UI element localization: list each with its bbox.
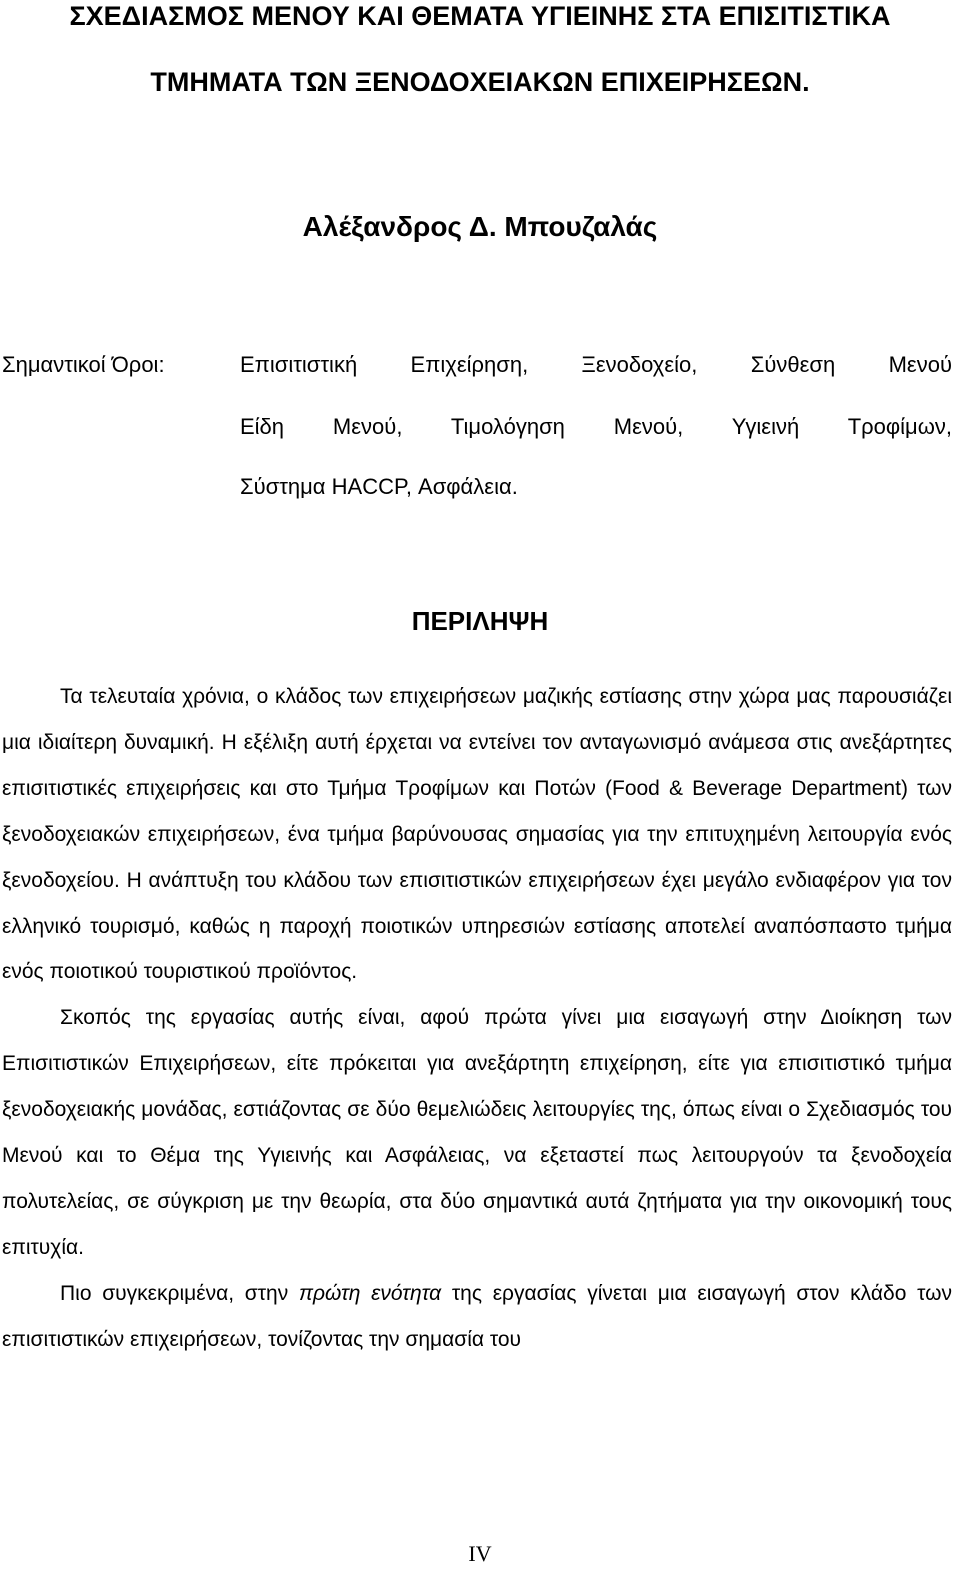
page-number: IV — [468, 1541, 492, 1566]
abstract-paragraph-2: Σκοπός της εργασίας αυτής είναι, αφού πρώτα γίνει μια εισαγωγή στην Διοίκηση των Επισιτιστικών Επιχειρήσεων, είτε πρόκειται για ανεξάρτητη επιχείρηση, είτε για επισιτιστικό τμήμα ξενοδοχειακής μονάδας, εστιάζοντας σε δύο θεμελιώδεις λειτουργίες της, όπως είναι ο Σχεδιασμός του Μενού και το Θέμα της Υγιεινής και Ασφάλειας, να εξεταστεί πως λειτουργούν τα ξενοδοχεία πολυτελείας, σε σύγκριση με την θεωρία, στα δύο σημαντικά αυτά ζητήματα για την οικονομική τους επιτυχία. — [2, 1006, 952, 1259]
author-name: Αλέξανδρος Δ. Μπουζαλάς — [302, 211, 658, 242]
abstract-paragraph-3 — [2, 1271, 952, 1363]
keywords-label: Σημαντικοί Όροι: — [2, 352, 165, 377]
document-title-line-1: ΣΧΕΔΙΑΣΜΟΣ ΜΕΝΟΥ ΚΑΙ ΘΕΜΑΤΑ ΥΓΙΕΙΝΗΣ ΣΤΑ ΕΠΙΣΙΤΙΣΤΙΚΑ — [69, 1, 891, 31]
keywords-line-1: Επισιτιστική Επιχείρηση, Ξενοδοχείο, Σύνθεση Μενού — [240, 352, 952, 377]
document-title-line-2: ΤΜΗΜΑΤΑ ΤΩΝ ΞΕΝΟΔΟΧΕΙΑΚΩΝ ΕΠΙΧΕΙΡΗΣΕΩΝ. — [150, 67, 810, 97]
paragraph-3-end: της εργασίας γίνεται μια εισαγωγή στον κλάδο των επισιτιστικών επιχειρήσεων, τονίζοντας την σημασία του — [2, 1281, 952, 1351]
abstract-paragraph-1: Τα τελευταία χρόνια, ο κλάδος των επιχειρήσεων μαζικής εστίασης στην χώρα μας παρουσιάζει μια ιδιαίτερη δυναμική. Η εξέλιξη αυτή έρχεται να εντείνει τον ανταγωνισμό ανάμεσα στις ανεξάρτητες επισιτιστικές επιχειρήσεις και στο Τμήμα Τροφίμων και Ποτών (Food & Beverage Department) των ξενοδοχειακών επιχειρήσεων, ένα τμήμα βαρύνουσας σημασίας για την επιτυχημένη λειτουργία ενός ξενοδοχείου. Η ανάπτυξη του κλάδου των επισιτιστικών επιχειρήσεων έχει μεγάλο ενδιαφέρον για τον ελληνικό τουρισμό, καθώς η παροχή ποιοτικών υπηρεσιών εστίασης αποτελεί αναπόσπαστο τμήμα ενός ποιοτικού τουριστικού προϊόντος. — [2, 685, 952, 984]
keywords-line-2: Είδη Μενού, Τιμολόγηση Μενού, Υγιεινή Τροφίμων, — [240, 414, 952, 439]
abstract-body — [2, 674, 952, 1363]
abstract-heading: ΠΕΡΙΛΗΨΗ — [411, 606, 549, 636]
paragraph-3-start: Πιο συγκεκριμένα, στην — [60, 1281, 299, 1305]
paragraph-3-italic-term: πρώτη ενότητα — [298, 1281, 442, 1305]
keywords-line-3: Σύστημα HACCP, Ασφάλεια. — [240, 474, 518, 499]
